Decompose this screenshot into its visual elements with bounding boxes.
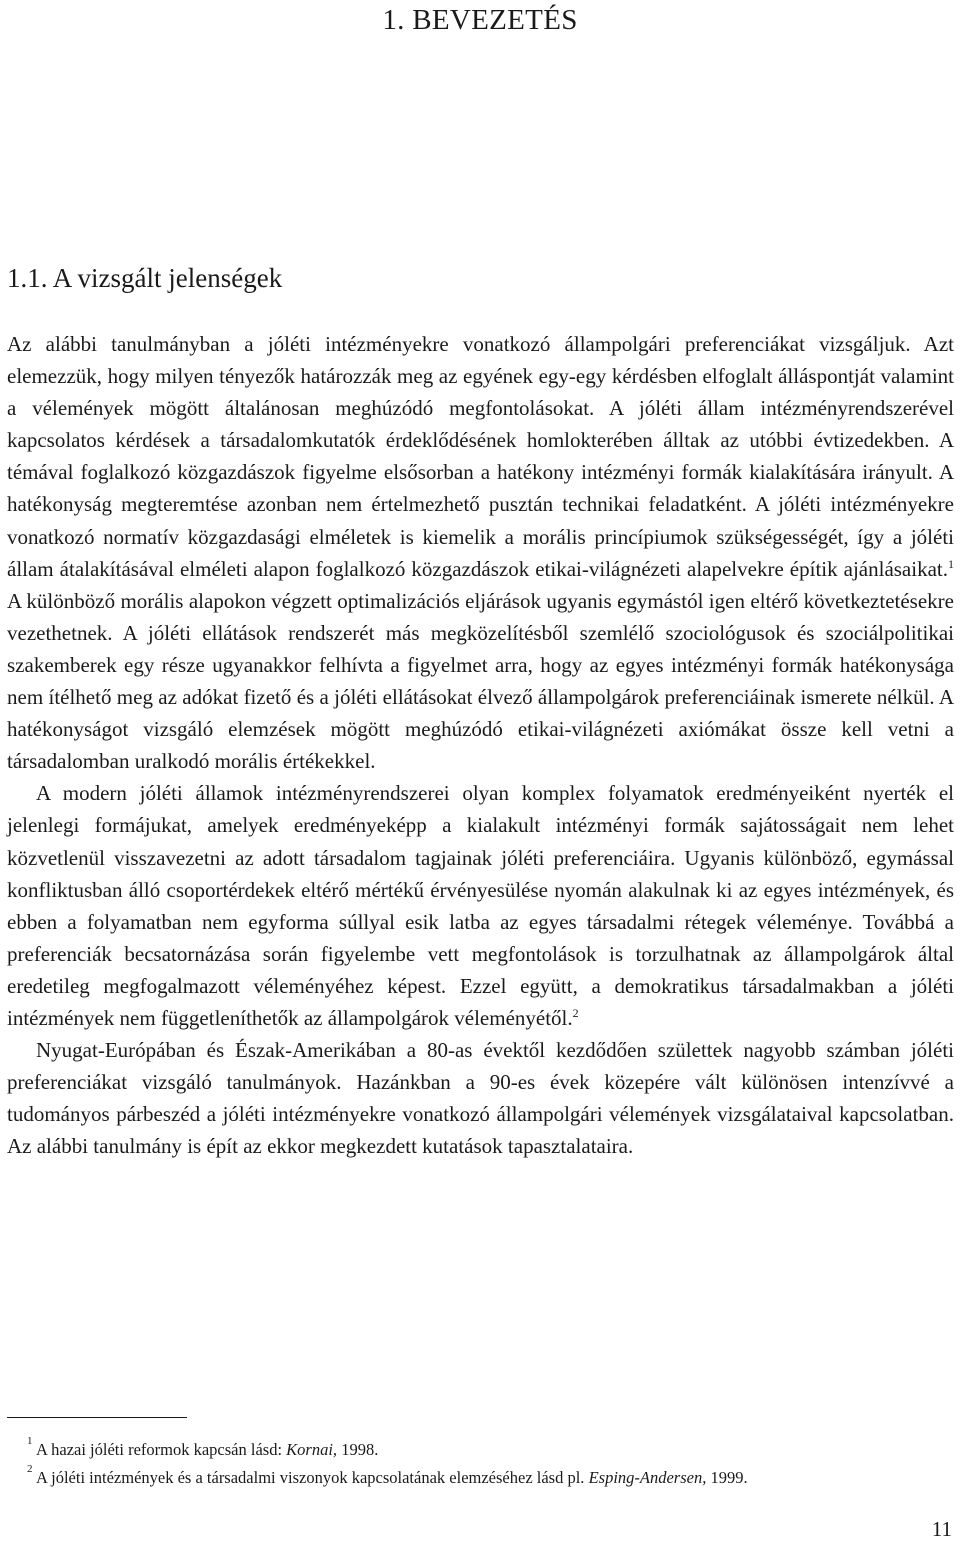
- body-text: [7, 328, 954, 1162]
- chapter-title: 1. BEVEZETÉS: [382, 4, 578, 36]
- paragraph-3: Nyugat-Európában és Észak-Amerikában a 80-as évektől kezdődően születtek nagyobb számban jóléti preferenciákat vizsgáló tanulmányok. Hazánkban a 90-es évek közepére vált különösen intenzívvé a tudományos párbeszéd a jóléti intézményekre vonatkozó állampolgári vélemények vizsgálataival kapcsolatban. Az alábbi tanulmány is épít az ekkor megkezdett kutatások tapasztalataira.: [7, 1038, 954, 1159]
- footnote-rule: [7, 1417, 187, 1418]
- footnote-year: 1999.: [706, 1468, 748, 1487]
- footnote-text: A jóléti intézmények és a társadalmi viszonyok kapcsolatának elemzéséhez lásd pl.: [36, 1468, 589, 1487]
- footnote-ref-1[interactable]: 1: [948, 556, 954, 571]
- paragraph-1-text-b: A különböző morális alapokon végzett optimalizációs eljárások ugyanis egymástól igen eltérő következtetésekre vezethetnek. A jóléti ellátások rendszerét más megközelítésből szemlélő szociológusok és szociálpolitikai szakemberek egy része ugyanakkor felhívta a figyelmet arra, hogy az egyes intézményi formák hatékonysága nem ítélhető meg az adókat fizető és a jóléti ellátásokat élvező állampolgárok preferenciáinak ismerete nélkül. A hatékonyságot vizsgáló elemzések mögött meghúzódó etikai-világnézeti axiómákat össze kell vetni a társadalomban uralkodó morális értékekkel.: [7, 588, 954, 774]
- page-number: 11: [931, 1517, 952, 1541]
- footnote-1: [27, 1435, 379, 1460]
- paragraph-2: [7, 777, 954, 1034]
- footnote-number: 1: [27, 1435, 33, 1447]
- footnote-2: [27, 1463, 748, 1488]
- footnote-author: Kornai,: [286, 1440, 338, 1459]
- footnote-text: A hazai jóléti reformok kapcsán lásd:: [36, 1440, 287, 1459]
- footnote-year: 1998.: [337, 1440, 379, 1459]
- paragraph-1: [7, 328, 954, 777]
- footnote-author: Esping-Andersen,: [588, 1468, 707, 1487]
- paragraph-1-text-a: Az alábbi tanulmányban a jóléti intézményekre vonatkozó állampolgári preferenciákat vizsgáljuk. Azt elemezzük, hogy milyen tényezők határozzák meg az egyének egy-egy kérdésben elfoglalt álláspontját valamint a vélemények mögött általánosan meghúzódó megfontolásokat. A jóléti állam intézményrendszerével kapcsolatos kérdések a társadalomkutatók érdeklődésének homlokterében álltak az utóbbi évtizedekben. A témával foglalkozó közgazdászok figyelme elsősorban a hatékony intézményi formák kialakítására irányult. A hatékonyság megteremtése azonban nem értelmezhető pusztán technikai feladatként. A jóléti intézményekre vonatkozó normatív közgazdasági elméletek is kiemelik a morális princípiumok szükségességét, így a jóléti állam átalakításával elméleti alapon foglalkozó közgazdászok etikai-világnézeti alapelvekre építik ajánlásaikat.: [7, 332, 954, 581]
- footnote-number: 2: [27, 1463, 33, 1475]
- section-title: 1.1. A vizsgált jelenségek: [7, 263, 283, 293]
- footnote-ref-2[interactable]: 2: [572, 1005, 579, 1020]
- paragraph-2-text: A modern jóléti államok intézményrendszerei olyan komplex folyamatok eredményeiként nyerték el jelenlegi formájukat, amelyek eredményeképp a kialakult intézményi formák sajátosságait nem lehet közvetlenül visszavezetni az adott társadalom tagjainak jóléti preferenciáira. Ugyanis különböző, egymással konfliktusban álló csoportérdekek eltérő mértékű érvényesülése nyomán alakulnak ki az egyes intézmények, és ebben a folyamatban nem egyforma súllyal esik latba az egyes társadalmi rétegek véleménye. Továbbá a preferenciák becsatornázása során figyelembe vett megfontolások is torzulhatnak az állampolgárok által eredetileg megfogalmazott véleményéhez képest. Ezzel együtt, a demokratikus társadalmakban a jóléti intézmények nem függetleníthetők az állampolgárok véleményétől.: [7, 781, 954, 1030]
